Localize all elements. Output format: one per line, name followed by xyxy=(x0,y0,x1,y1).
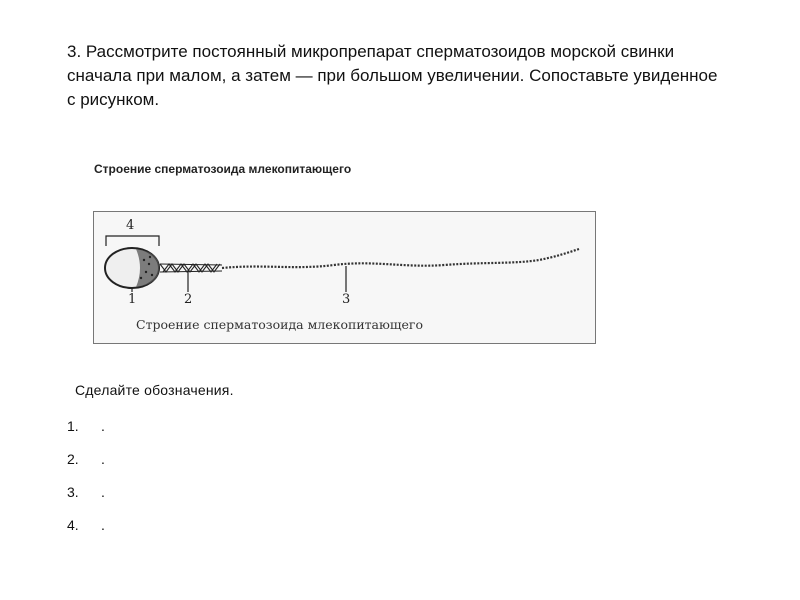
task-text: 3. Рассмотрите постоянный микропрепарат сперматозоидов морской свинки сначала при малом, а затем — при большом увеличении. Сопоставьте увиденное с рисунком. xyxy=(67,42,718,109)
bracket-4-line xyxy=(106,236,159,246)
answer-number: 1. xyxy=(67,418,79,434)
answer-item-2 xyxy=(67,449,105,482)
sperm-midpiece xyxy=(160,264,222,272)
sperm-structure-figure xyxy=(93,211,596,344)
answer-item-3 xyxy=(67,482,105,515)
figure-label-4: 4 xyxy=(126,218,135,233)
answer-blank-field: . xyxy=(101,517,105,533)
answer-blank-field: . xyxy=(101,418,105,434)
figure-label-3: 3 xyxy=(342,292,351,307)
answer-item-4 xyxy=(67,515,105,548)
answer-number: 4. xyxy=(67,517,79,533)
answer-list xyxy=(67,416,105,548)
figure-label-2: 2 xyxy=(184,292,193,307)
instruction-text: Сделайте обозначения. xyxy=(75,382,234,398)
figure-label-1: 1 xyxy=(128,292,137,307)
answer-blank-field: . xyxy=(101,451,105,467)
sperm-tail xyxy=(222,249,579,268)
figure-title: Строение сперматозоида млекопитающего xyxy=(94,162,352,176)
answer-blank-field: . xyxy=(101,484,105,500)
answer-number: 2. xyxy=(67,451,79,467)
task-text-block xyxy=(67,40,727,112)
figure-caption: Строение сперматозоида млекопитающего xyxy=(136,317,423,332)
answer-number: 3. xyxy=(67,484,79,500)
answer-item-1 xyxy=(67,416,105,449)
